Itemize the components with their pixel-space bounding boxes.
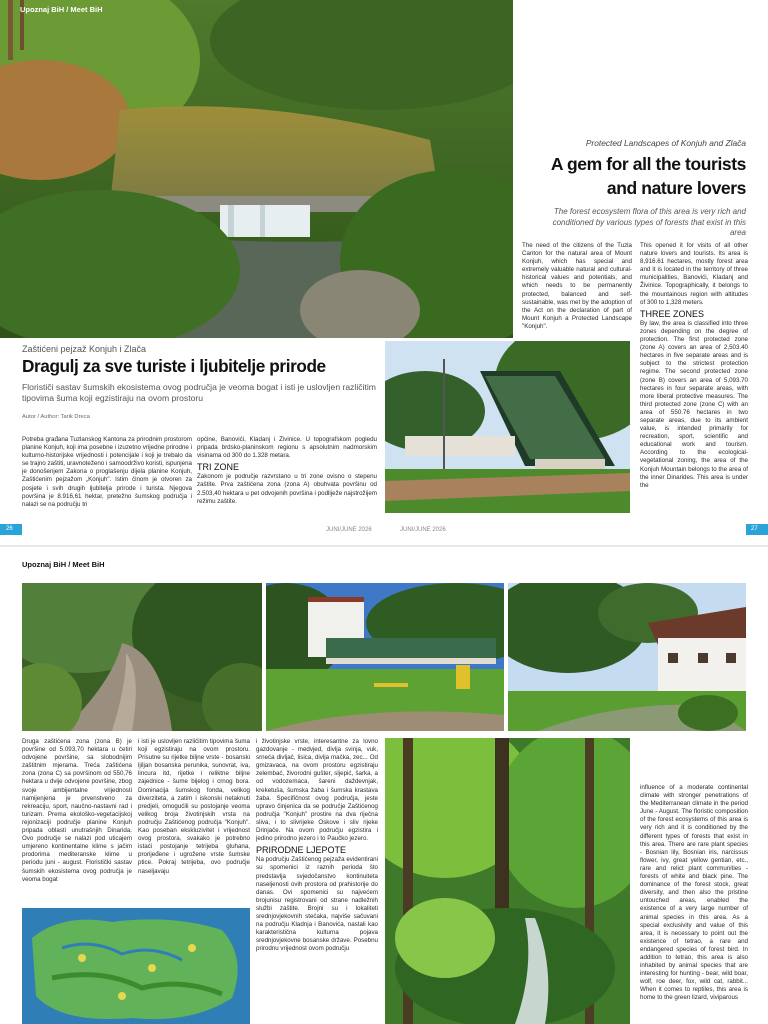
bottom-col3: i životinjske vrste, interesantne za lovno gazdovanje - medvjed, divlja svinja, vuk, srneća divljač, lisica, divlja mačka, zec... Od gmizavaca, na ovom prostoru egzistiraju zelembać, živorodni gušter, sljepić, šarka, a od vodozemaca, šareni daždevnjak, kreketuša, šumska žaba i šumska krastava žaba. Specifičnost ovog područja, jeste upravo činjenica da se područje Zaštićenog područja "Konjuh" prostire na dva riječna sliva, i to slivrijeke Oskove i sliv rijeke Drinjače. Na ovom području egzistira i jedino prirodno jezero i to Paučko jezero. PRIRODNE LJEPOTE Na području Zaštićenog pejzaža evidentirani su spomenici iz raznih perioda što predstavlja svjedočanstvo kontinuiteta naseljenosti ovih prostora od prahistorije do danas. Ovi spomenici su najvećem brojunisu registrovani od strane nadležnih službi zaštite. Brojni su i lokaliteti srednjovjekovnih stećaka, najviše sačuvani na području Kladnja i Banovića, nastali kao karakteristična kulturna pojava srednjovjekovne bosanske države. Posebnu prirodnu vrijednost ovom području bbox=[256, 738, 378, 953]
en-col1: The need of the citizens of the Tuzla Canton for the natural area of Mount Konjuh, which has special and extremely valuable natural and cultural-historical values and potentials, and which needs to be permanently protected, balanced and self-sustainable, was met by the adoption of the Act on the declaration of part of Mount Konjuh a Protected Landscape "Konjuh". bbox=[522, 242, 632, 330]
prirodne-ljepote-heading: PRIRODNE LJEPOTE bbox=[256, 845, 347, 856]
bs-kicker: Zaštićeni pejzaž Konjuh i Zlača bbox=[22, 344, 147, 354]
tri-zone-heading: TRI ZONE bbox=[197, 462, 239, 473]
three-zones-heading: THREE ZONES bbox=[640, 308, 705, 319]
bs-author: Autor / Author: Tarik Dreca bbox=[22, 414, 90, 420]
forest-waterfall-photo bbox=[385, 738, 630, 1024]
en-col2: This opened it for visits of all other nature lovers and tourists. Its area is 8,916.61 hectares, mostly forest area and it is located in the territory of three municipalities, Banovići, Kladanj and Živinice. Topographically, it belongs to the mountainous region with altitudes of 300 to 1,328 meters. THREE ZONES By law, the area is classified into three zones depending on the degree of protection. The first protected zone (zone A) covers an area of 2,503.40 hectares in five separate areas and is subject to the strictest protection regime. The second protected zone (zone B) covers an area of 5,093.70 hectares in four separate areas, with more liberal protective measures. The third protected zone (zone C) with an area of 550.76 hectares in two separate areas, due to its ambient value, is intended primarily for recreation, sport, scientific and educational work and tourism. According to the ecological-vegetational zoning, the area of the Konjuh Mountain belongs to the area of the inner Dinarides. This area is under the bbox=[640, 242, 748, 489]
page-number-right-text: 27 bbox=[751, 526, 758, 532]
en-title-line1: A gem for all the tourists bbox=[550, 154, 746, 174]
en-lead: The forest ecosystem flora of this area is very rich and conditioned by various types of forests that exist in this area bbox=[552, 207, 746, 237]
hotel-playground-photo bbox=[266, 583, 504, 731]
footer-right: JUNI/JUNE 2026 bbox=[400, 527, 446, 533]
footer-left: JUNI/JUNE 2026 bbox=[326, 527, 372, 533]
bottom-col2: i isti je uslovljen različitim tipovima šuma koji egzistiraju na ovom prostoru. Prisutne su rijetke biljne vrste - bosanski ljiljan bosanska perunika, sunovrat, iva, lincura itd, rijetke i reliktne biljne zajednice - šume bijelog i crnog bora. Dominacija šumskog fonda, velikog diverziteta, a zatim i iskonski netaknuti predjeli, omogućili su postojanje veoma velikog broja životinjskih vrsta na području Zaštićenog područja "Konjuh". Kao poseban ekskluzivitet i vrijednost ovog prostora, svakako je potrebno istaći postojanje tetrijeba gluhana, prorijeđene i ugrožene vrste šumske ptice. Pokraj tetrijeba, ovo područje naseljavaju bbox=[138, 738, 250, 875]
waterfall-photo bbox=[0, 0, 513, 338]
forest-road-photo bbox=[22, 583, 262, 731]
en-kicker: Protected Landscapes of Konjuh and Zlača bbox=[585, 138, 746, 148]
section-tag-bottom: Upoznaj BiH / Meet BiH bbox=[22, 560, 105, 569]
bs-title: Dragulj za sve turiste i ljubitelje prirode bbox=[22, 356, 326, 376]
bottom-spread bbox=[0, 548, 768, 1024]
spread-divider bbox=[0, 545, 768, 547]
page-number-left-text: 26 bbox=[6, 526, 13, 532]
map-illustration bbox=[22, 908, 250, 1024]
bs-lead: Florističi sastav šumskih ekosistema ovog područja je veoma bogat i isti je uslovljen različitim tipovima šuma koji egzistiraju na ovom prostoru bbox=[22, 382, 376, 403]
bottom-col1: Druga zaštićena zona (zona B) je površine od 5.093,70 hektara u četiri odvojene površine, sa slobodnijim zaštitnim mjerama. Treća zaštićena zona (zona C) sa površinom od 550,76 hektara u dvije odvojene površine, zbog svoje ambijentalne vrijednosti namijenjena je prvenstveno za rekreaciju, sport, naučno-nastavni rad i turizam. Prema ekološko-vegetacijskoj rejonizaciji područje planine Konjuh pripada oblasti unutrašnjih Dinarida. Ovo područje se nalazi pod uticajem umjereno kontinentalne klime s jačim prodorima mediteranske klime u periodu juni - august. Floristički sastav šumskih ekosistema ovog područja je veoma bogat bbox=[22, 738, 132, 883]
chalet-photo bbox=[508, 583, 746, 731]
bs-col2: općine, Banovići, Kladanj i Živinice. U topografskom pogledu pripada brdsko-planinskom regionu s apsolutnim nadmorskim visinama od 300 do 1.328 metara. TRI ZONE Zakonom je područje razvrstano u tri zone ovisno o stepenu zaštite. Prva zaštićena zona (zona A) obuhvata površinu od 2.503,40 hektara u pet odvojenih površina i podliježe najstrožijem režimu zaštite. bbox=[197, 436, 377, 505]
en-title-line2: and nature lovers bbox=[606, 178, 746, 198]
hotel-photo bbox=[385, 341, 630, 513]
bs-col1: Potreba građana Tuzlanskog Kantona za prirodnim prostorom planine Konjuh, koji ima posebne i izuzetno vrijedne prirodne i kulturno-historijske vrijednosti i potencijale i koji je trebalo da se trajno zaštiti, uravnoteženo i samoodrživo koristi, ispunjena je donošenjem Zakona o proglašenju dijela planine Konjuh, Zaštićenim pejzažom „Konjuh". Istim činom je otvoren za posjete i svih drugih ljubitelja prirode i turista. Njegova površina je 8.916,61 hektar, pretežno šumskog područja i nalazi se na području tri bbox=[22, 436, 192, 508]
section-tag: Upoznaj BiH / Meet BiH bbox=[20, 5, 103, 14]
bottom-col4: influence of a moderate continental climate with stronger penetrations of the Mediterranean climate in the period June - August. The floristic composition of the forest ecosystems of this area is very rich and it is conditioned by the different types of forests that exist in this area. There are rare plant species - Bosnian lily, Bosnian iris, narcissus flower, ivy, great yellow gentian, etc., rare and relict plant communities - forests of white and black pine. The dominance of the forest stock, great diversity, and then also the pristine untouched areas, enabled the existence of a very large number of animal species in this area. As a special exclusivity and value of this area, it is necessary to point out the existence of tetrao, a rare and endangered species of forest bird. In addition to tetrao, this area is also inhabited by animal species that are interesting for hunting - bear, wild boar, wolf, roe deer, fox, wild cat, rabbit... When it comes to reptiles, this area is home to the green lizard, viviparous bbox=[640, 784, 748, 1002]
